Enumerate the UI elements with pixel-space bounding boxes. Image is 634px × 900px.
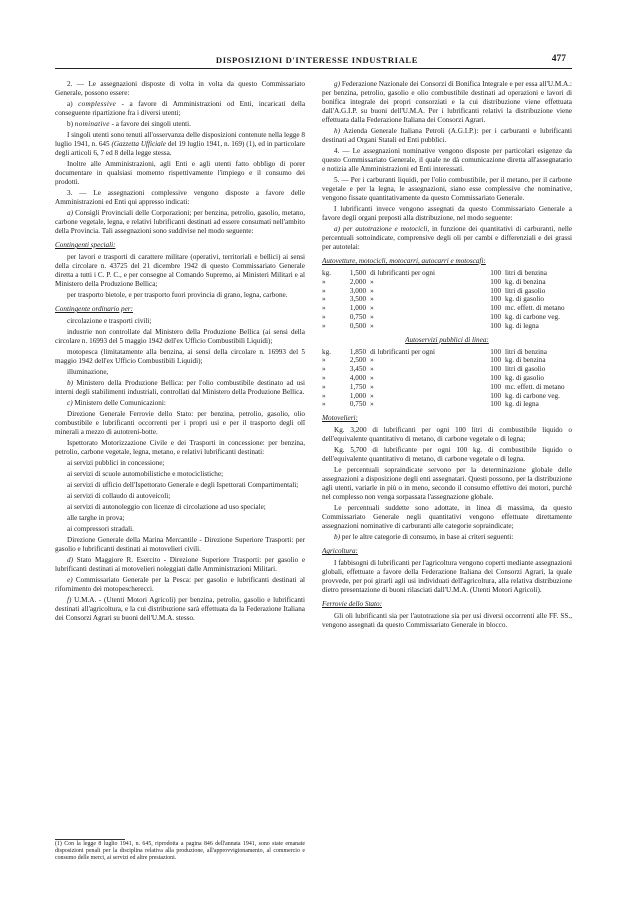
row-quantity: 3,450 [349, 365, 367, 374]
row-base: 100 [490, 391, 502, 400]
page-number: 477 [551, 54, 566, 64]
header-rule [55, 68, 572, 69]
schedule-row [322, 278, 572, 287]
paragraph [55, 576, 305, 594]
row-quantity: 1,850 [349, 347, 367, 356]
row-quantity: 3,500 [349, 295, 367, 304]
paragraph: 2. — Le assegnazioni disposte di volta in volta da questo Commissariato Generale, possono essere: [55, 80, 305, 97]
schedule-row [322, 383, 572, 392]
row-unit: kg. di carbone veg. [505, 391, 560, 400]
row-base: 100 [490, 312, 502, 321]
item-letter: a) [67, 209, 73, 217]
row-lead: » [322, 373, 326, 382]
item-keyword: nominative [74, 120, 110, 128]
item-text: Ministero della Produzione Bellica: per l'olio combustibile destinato ad usi interni degli stabilimenti industriali, controllati dal Ministero della Produzione Bellica. [55, 379, 305, 396]
schedule-row [322, 348, 572, 357]
row-description: » [370, 286, 374, 295]
row-quantity: 1,000 [349, 391, 367, 400]
row-description: » [370, 295, 374, 304]
running-header-title: DISPOSIZIONI D'INTERESSE INDUSTRIALE [215, 55, 419, 65]
row-base: 100 [490, 400, 502, 409]
row-unit: litri di gasolio [505, 365, 546, 374]
row-base: 100 [490, 295, 502, 304]
row-lead: » [322, 365, 326, 374]
row-description: » [370, 312, 374, 321]
item-letter: h) [334, 127, 340, 135]
paragraph: Direzione Generale Ferrovie dello Stato: per benzina, petrolio, gasolio, olio combustibile e lubrificanti occorrenti per i propri usi e per il trasporto degli olî minerali a mezzo di autotreni-botte. [55, 410, 305, 436]
paragraph: ai servizi di collaudo di autoveicoli; [67, 492, 171, 500]
row-quantity: 4,000 [349, 373, 367, 382]
row-base: 100 [490, 356, 502, 365]
schedule-row [322, 287, 572, 296]
row-base: 100 [490, 382, 502, 391]
item-letter: d) [67, 556, 73, 564]
section-heading: Agricoltura: [322, 547, 358, 556]
row-quantity: 0,500 [349, 321, 367, 330]
section-heading: Ferrovie dello Stato: [322, 600, 383, 609]
paragraph [322, 80, 572, 125]
paragraph: 4. — Le assegnazioni nominative vengono disposte per particolari esigenze da questo Commissariato Generale, il quale ne dà comunicazione diretta all'assegnatario e notizia alle Amministrazioni ed Enti interessati. [322, 147, 572, 173]
paragraph: ai servizi di ufficio dell'Ispettorato Generale e degli Ispettorati Compartimentali; [67, 481, 299, 489]
schedule-row [322, 356, 572, 365]
section-heading: Motovelieri: [322, 414, 358, 423]
schedule-row [322, 313, 572, 322]
paragraph: alle targhe in prova; [67, 514, 125, 522]
schedule-row [322, 392, 572, 401]
item-text: , in funzione dei quantitativi di carburanti, nelle percentuali sottoindicate, comprensive degli oli per cambi e differenziali e dei grassi per autotelai: [322, 225, 573, 251]
item-letter: e) [67, 576, 73, 584]
row-description: » [370, 400, 374, 409]
row-lead: » [322, 277, 326, 286]
paragraph [55, 209, 305, 236]
text: I singoli utenti sono tenuti all'osservanza delle disposizioni contenute nella legge 8 luglio 1941, n. 645 [55, 131, 305, 148]
row-base: 100 [490, 373, 502, 382]
paragraph: industrie non controllate dal Ministero della Produzione Bellica (ai sensi della circolare n. 16993 del 5 maggio 1942 dell'ex Ufficio Combustibili Liquidi); [55, 328, 305, 345]
item-text: Azienda Generale Italiana Petroli (A.G.I.P.): per i carburanti e lubrificanti destinati ad Organi Statali ed Enti pubblici. [322, 127, 572, 144]
paragraph: per trasporto bietole, e per trasporto fuori provincia di grano, legna, carbone. [67, 291, 288, 299]
paragraph: ai servizi pubblici in concessione; [67, 459, 165, 467]
row-description: » [370, 356, 374, 365]
row-lead: » [322, 391, 326, 400]
row-description: » [370, 304, 374, 313]
schedule-row [322, 374, 572, 383]
paragraph: Direzione Generale della Marina Mercantile - Direzione Superiore Trasporti: per gasolio e lubrificanti destinati ai motovelieri civili. [55, 536, 305, 553]
row-lead: kg. [322, 347, 331, 356]
left-column [55, 80, 305, 625]
row-quantity: 2,000 [349, 277, 367, 286]
item-text: - a favore di Amministrazioni od Enti, incaricati della conseguente ripartizione fra i diversi utenti; [55, 100, 306, 117]
row-unit: litri di benzina [505, 269, 547, 277]
item-keyword: complessive [78, 100, 117, 108]
paragraph [55, 556, 305, 574]
paragraph [322, 225, 572, 252]
row-base: 100 [490, 347, 502, 356]
paragraph: ai servizi di scuole automobilistiche e motociclistiche; [67, 470, 224, 478]
paragraph: Kg. 5,700 di lubrificante per ogni 100 kg. di combustibile liquido o dell'equivalente quantitativo di metano, di carbone vegetale o di legna. [322, 446, 572, 464]
item-text: Ministero delle Comunicazioni: [74, 399, 166, 407]
schedule-row [322, 304, 572, 313]
paragraph [55, 100, 305, 118]
row-unit: mc. effett. di metano [505, 382, 565, 391]
row-lead: kg. [322, 269, 331, 277]
row-lead: » [322, 356, 326, 365]
item-letter: a) [67, 100, 73, 108]
paragraph [55, 379, 305, 397]
paragraph [55, 399, 305, 408]
item-letter: g) [334, 80, 340, 88]
right-column [322, 80, 572, 632]
paragraph: ai servizi di autonoleggio con licenze di circolazione ad uso speciale; [67, 503, 266, 511]
row-unit: kg. di carbone veg. [505, 312, 560, 321]
item-text: Commissariato Generale per la Pesca: per gasolio e lubrificanti destinati al rifornimento dei motopescherecci. [55, 576, 306, 593]
section-heading: Contingenti speciali: [55, 241, 116, 249]
paragraph: I lubrificanti invece vengono assegnati da questo Commissariato Generale a favore degli organi preposti alla distribuzione, nel modo seguente: [322, 205, 572, 222]
schedule-row [322, 322, 572, 331]
item-letter: f) [67, 596, 72, 604]
row-unit: mc. effett. di metano [505, 304, 565, 313]
schedule-row [322, 295, 572, 304]
paragraph [55, 131, 305, 158]
row-description: » [370, 365, 374, 374]
row-description: » [370, 391, 374, 400]
paragraph: per lavori e trasporti di carattere militare (operativi, territoriali e bellici) ai sensi della circolare n. 43725 del 21 dicembre 1942 di questo Commissariato Generale diretta a tutti i C. P. C., e per consegne al Comando Supremo, ai Ministeri Militari e al Ministero della Produzione Bellica; [55, 253, 305, 288]
row-unit: litri di benzina [505, 347, 547, 356]
row-description: di lubrificanti per ogni [370, 347, 435, 356]
paragraph: 5. — Per i carburanti liquidi, per l'olio combustibile, per il metano, per il carbone vegetale e per la legna, le assegnazioni, siano esse complessive che nominative, vengono fissate quantitativamente da questo Commissariato Generale. [322, 176, 572, 202]
text: del 19 luglio 1941, n. 169) (1), ed in particolare degli articoli 6, 7 ed 8 della legge stessa. [55, 140, 305, 157]
item-text: Federazione Nazionale dei Consorzi di Bonifica Integrale e per essa all'U.M.A.: per benzina, petrolio, gasolio e olio combustibile destinati ad operazioni e lavori di bonifica integrale dei propri consorziati e la cui distribuzione viene effettuata dall'A.G.I.P. su buoni dell'U.M.A. Per i lubrificanti relativi la distribuzione viene effettuata dalla Federazione Italiana dei Consorzi Agrari. [322, 80, 572, 124]
paragraph: 3. — Le assegnazioni complessive vengono disposte a favore delle Amministrazioni ed Enti qui appresso indicati: [55, 189, 305, 206]
section-heading: Autovetture, motocicli, motocarri, autocarri e motoscafi: [322, 257, 486, 265]
paragraph: Le percentuali sopraindicate servono per la determinazione globale delle assegnazioni a disposizione degli enti assegnatari. Questi possono, per la distribuzione agli utenti, variarle in più o in meno, secondo il consumo effettivo dei motori, purchè nel complesso non venga sorpassata l'assegnazione globale. [322, 466, 572, 502]
row-quantity: 1,750 [349, 382, 367, 391]
row-quantity: 3,000 [349, 286, 367, 295]
paragraph [322, 127, 572, 145]
row-quantity: 1,000 [349, 304, 367, 313]
row-description: » [370, 382, 374, 391]
paragraph: illuminazione, [67, 368, 109, 376]
item-text: Consigli Provinciali delle Corporazioni; per benzina, petrolio, gasolio, metano, carbone vegetale, legna, e relativi lubrificanti destinati ad essere consumati nell'ambito della Provincia. Tali assegnazioni sono suddivise nel modo seguente: [55, 209, 306, 235]
item-text: - a favore dei singoli utenti. [111, 120, 191, 128]
footnote-rule [55, 839, 125, 840]
row-lead: » [322, 382, 326, 391]
footnote: (1) Con la legge 8 luglio 1941, n. 645, riprodotta a pagina 846 dell'annata 1941, sono state emanate disposizioni penali per la disciplina relativa alla produzione, all'approvvigionamento, al commercio e consumo delle merci, ai servizi ed altre prestazioni. [55, 841, 305, 861]
row-description: » [370, 277, 374, 286]
row-lead: » [322, 312, 326, 321]
row-lead: » [322, 286, 326, 295]
row-base: 100 [490, 321, 502, 330]
row-unit: kg. di legna [505, 400, 539, 409]
section-heading: Contingente ordinario per: [55, 305, 133, 313]
item-text: Stato Maggiore R. Esercito - Direzione Superiore Trasporti: per gasolio e lubrificanti destinati ai motovelieri noleggiati dalle Amministrazioni Militari. [55, 556, 306, 573]
schedule-row [322, 400, 572, 409]
paragraph: Gli oli lubrificanti sia per l'autotrazione sia per usi diversi occorrenti alle FF. SS., vengono assegnati da questo Commissariato Generale in blocco. [322, 612, 572, 630]
row-unit: kg. di benzina [505, 356, 546, 365]
schedule-row [322, 269, 572, 278]
row-quantity: 0,750 [349, 400, 367, 409]
item-letter: c) [67, 399, 73, 407]
row-quantity: 0,750 [349, 312, 367, 321]
item-text: U.M.A. - (Utenti Motori Agricoli) per benzina, petrolio, gasolio e lubrificanti destinati all'agricoltura, e la cui distribuzione sarà effettuata da la Federazione Italiana dei Consorzi Agrari su buoni dell'U.M.A. stesso. [55, 596, 306, 622]
row-base: 100 [490, 269, 502, 277]
paragraph: ai compressori stradali. [67, 525, 134, 533]
paragraph [55, 120, 305, 129]
row-unit: kg. di benzina [505, 277, 546, 286]
item-letter: b) [67, 120, 73, 128]
row-lead: » [322, 295, 326, 304]
row-description: » [370, 373, 374, 382]
schedule-row [322, 365, 572, 374]
item-letter: b) [334, 533, 340, 542]
lubricant-schedule-autoservizi [322, 348, 572, 410]
item-letter: b) [67, 379, 73, 387]
paragraph: Ispettorato Motorizzazione Civile e dei Trasporti in concessione: per benzina, petrolio, carbone vegetale, legna, metano, e relativi lubrificanti destinati: [55, 439, 305, 456]
row-description: di lubrificanti per ogni [370, 269, 435, 277]
row-lead: » [322, 321, 326, 330]
row-unit: litri di gasolio [505, 286, 546, 295]
row-base: 100 [490, 277, 502, 286]
paragraph: circolazione e trasporti civili; [67, 317, 152, 325]
paragraph [322, 533, 572, 542]
text: (Gazzetta Ufficiale [111, 140, 166, 148]
paragraph: Le percentuali suddette sono adottate, in linea di massima, da questo Commissariato Generale negli quantitativi vengono effettuate direttamente assegnazioni nominative di carburanti alle categorie sopraindicate; [322, 504, 572, 531]
section-heading: Autoservizi pubblici di linea: [405, 335, 489, 344]
row-unit: kg. di gasolio [505, 373, 544, 382]
row-unit: kg. di legna [505, 321, 539, 330]
row-base: 100 [490, 304, 502, 313]
row-base: 100 [490, 365, 502, 374]
paragraph [55, 596, 305, 623]
paragraph: I fabbisogni di lubrificanti per l'agricoltura vengono coperti mediante assegnazioni globali, effettuate a favore della Federazione Italiana dei Consorzi Agrari, la quale provvede, per poi girarli agli usi individuati dell'agricoltura, alla relativa distribuzione dietro presentazione di buoni rilasciati dall'U.M.A. (Utenti Motori Agricoli). [322, 559, 572, 595]
row-base: 100 [490, 286, 502, 295]
row-unit: kg. di gasolio [505, 295, 544, 304]
row-lead: » [322, 304, 326, 313]
paragraph: motopesca (limitatamente alla benzina, ai sensi della circolare n. 16993 del 5 maggio 1942 dell'ex Ufficio Combustibili Liquidi); [55, 348, 305, 365]
row-description: » [370, 321, 374, 330]
row-lead: » [322, 400, 326, 409]
paragraph: Kg. 3,200 di lubrificanti per ogni 100 litri di combustibile liquido o dell'equivalente quantitativo di metano, di carbone vegetale o di legna; [322, 426, 572, 444]
row-quantity: 2,500 [349, 356, 367, 365]
item-text: per le altre categorie di consumo, in base ai criteri seguenti: [341, 533, 514, 542]
row-quantity: 1,500 [349, 269, 367, 277]
lubricant-schedule-autovetture [322, 269, 572, 331]
item-letter: a) [334, 225, 340, 233]
item-keyword: per autotrazione e motocicli [342, 225, 428, 233]
paragraph: Inoltre alle Amministrazioni, agli Enti e agli utenti fatto obbligo di porer documentare in qualsiasi momento rispettivamente l'impiego e il consumo dei prodotti. [55, 160, 305, 186]
